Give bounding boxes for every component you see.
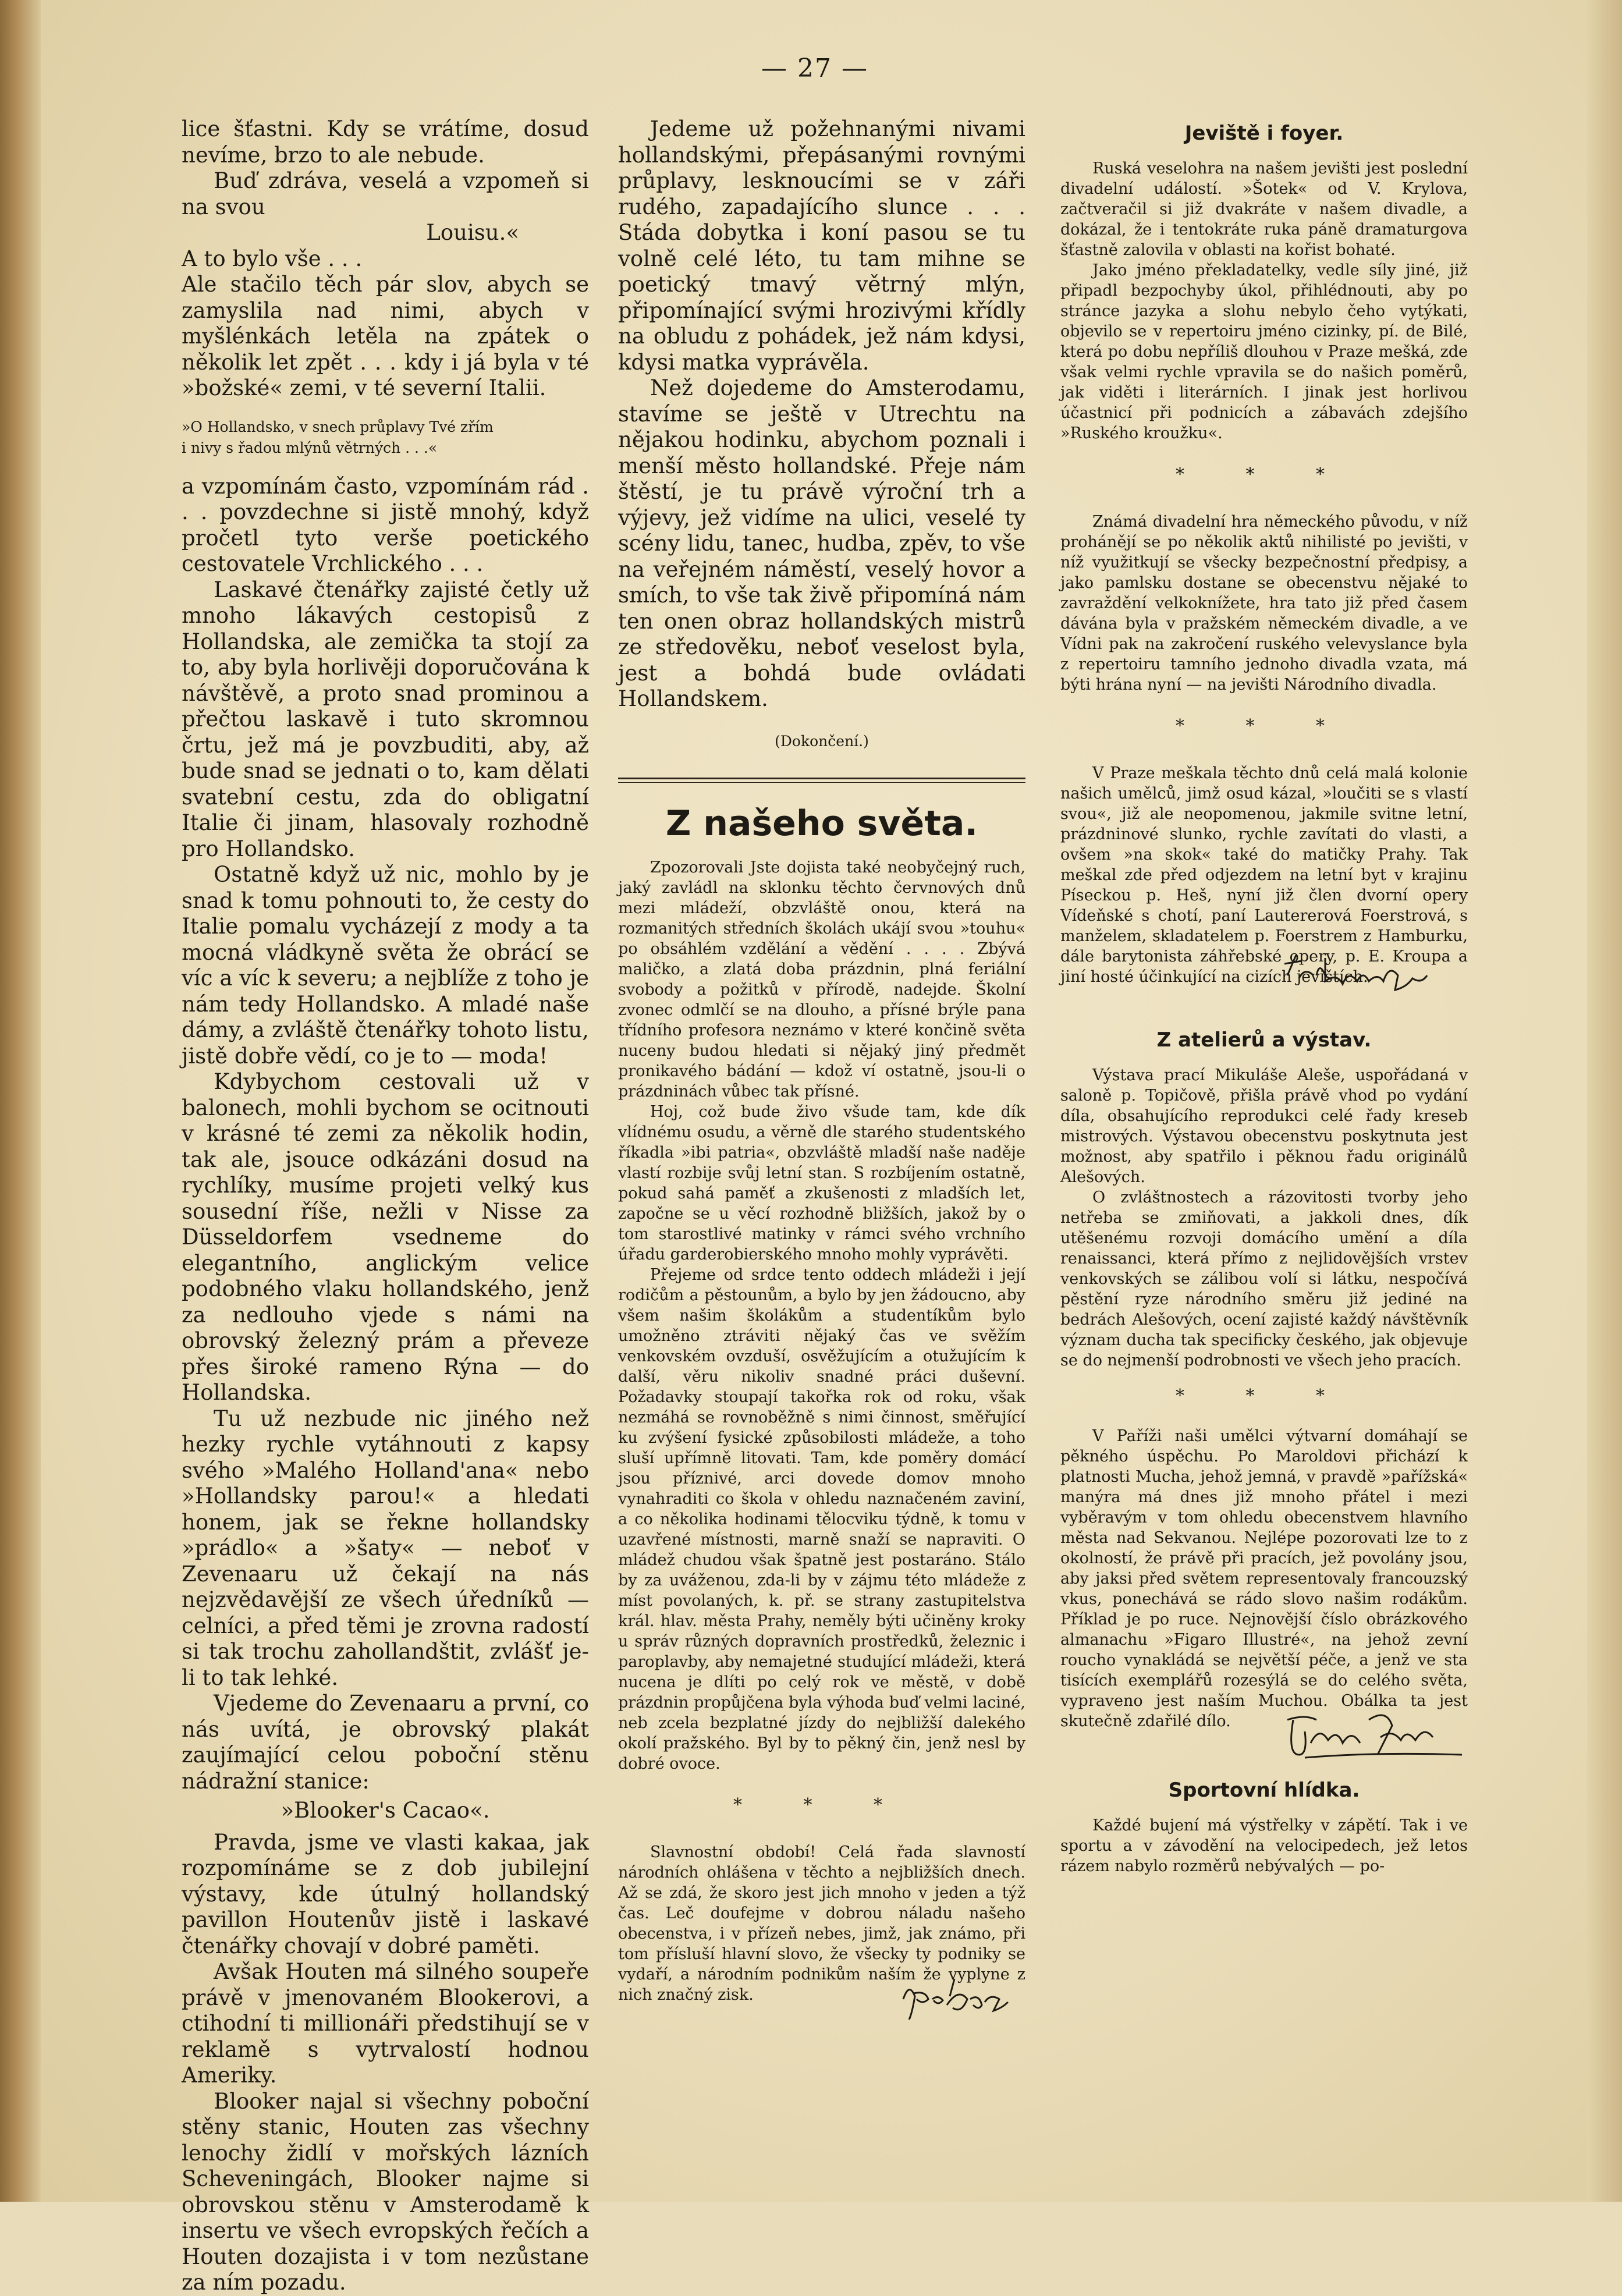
section-heading: Z našeho světa. xyxy=(665,803,978,844)
paragraph: Jako jméno překladatelky, vedle síly jiné, již připadl bezpochyby úkol, přihlédnouti, aby po stránce jazyka a slohu nebylo čeho vytýkati, objevilo se v repertoiru jméno cizinky, pí. de Bilé, která po dobu nepříliš dlouhou v Praze mešká, zde však velmi rychle vpravila se do našich poměrů, jak viděti i literárních. I jinak jest horlivou účastnicí při podnicích a zábavách zdejšího »Ruského kroužku«. xyxy=(1060,261,1468,442)
column-middle xyxy=(618,116,1025,2005)
paragraph: Jedeme už požehnanými nivami hollandskými, přepásanými rovnými průplavy, lesknoucími se v záři rudého, zapadajícího slunce . . . Stáda dobytka i koní pasou se tu volně celé léto, tu tam mihne se poetický tmavý větrný mlýn, připomínající svými hrozivými křídly na obludu z pohádek, jež nám kdysi, kdysi matka vyprávěla. xyxy=(618,116,1025,375)
column-right xyxy=(1060,116,1468,1876)
signed-paragraph xyxy=(1060,1426,1468,1731)
column-left xyxy=(182,116,589,2296)
paragraph: V Praze meškala těchto dnů celá malá kolonie našich umělců, jimž osud kázal, »loučiti se s vlastí svou«, již ale neopomenou, jakmile svitne letní, prázdninové slunko, rychle zavítati do vlasti, a ovšem »na skok« také do matičky Prahy. Tak meškal zde před odjezdem na letní byt v krajinu Píseckou p. Heš, nyní již člen dvorní opery Vídeňské s chotí, paní Lautererová Foerstrová, s manželem, skladatelem p. Foerstrem z Hamburku, dále barytonista záhřebské opery, p. E. Kroupa a jiní hosté účinkující na cizích jevištích. xyxy=(1060,764,1468,986)
paragraph: Slavnostní období! Celá řada slavností národních ohlášena v těchto a nejbližších dnech. Až se zdá, že skoro jest jich mnoho v jeden a týž čas. Leč doufejme v dobrou náladu našeho obecenstva, i v přízeň nebes, jimž, jak známo, při tom přísluší hlavní slovo, že všecky ty podniky se vydaří, a národním podnikům naším že vyplyne z nich značný zisk. xyxy=(618,1843,1025,2004)
poster-text: »Blooker's Cacao«. xyxy=(281,1798,490,1823)
continuation-note: (Dokončení.) xyxy=(775,732,869,750)
page-number: — 27 — xyxy=(761,54,868,83)
paragraph: Pravda, jsme ve vlasti kakaa, jak rozpomínáme se z dob jubilejní výstavy, kde útulný hollandský pavillon Houtenův jistě i laskavé čtenářky chovají v dobré paměti. xyxy=(182,1829,589,1958)
paragraph: Laskavé čtenářky zajisté četly už mnoho lákavých cestopisů z Hollandska, ale zemička ta stojí za to, aby byla horlivěji doporučována k návštěvě, a proto snad prominou a přečtou laskavě i tuto skromnou črtu, jež má je povzbuditi, aby, až bude snad se jednati o to, kam dělati svatební cestu, zda do obligatní Italie či jinam, hlasovaly rozhodně pro Hollandsko. xyxy=(182,577,589,861)
signed-paragraph xyxy=(618,1842,1025,2005)
section-heading: Sportovní hlídka. xyxy=(1168,1779,1360,1802)
handwritten-signature xyxy=(897,1976,1020,2028)
paragraph: lice šťastni. Kdy se vrátíme, dosud nevíme, brzo to ale nebude. xyxy=(182,116,589,168)
section-heading: Z atelierů a výstav. xyxy=(1156,1028,1372,1052)
asterism: * * * xyxy=(733,1795,911,1815)
page-edge xyxy=(1587,0,1622,2202)
section-heading: Jeviště i foyer. xyxy=(1184,122,1344,145)
asterism: * * * xyxy=(1175,464,1353,485)
paragraph: O zvláštnostech a rázovitosti tvorby jeho netřeba se zmiňovati, a jakkoli dnes, dík utěšenému rozvoji domácího umění a díla renaissanci, která přímo z nejlidovějších vrstev venkovských se zálibou volí si látku, nespočívá pěstění ryze národního směru již jediné na bedrách Alešových, ocení zajisté každý návštěvník význam ducha tak specificky českého, jak objevuje se do nejmenší podrobnosti ve všech jeho pracích. xyxy=(1060,1188,1468,1369)
letter-signature: Louisu.« xyxy=(426,220,519,245)
paragraph: Buď zdráva, veselá a vzpomeň si na svou xyxy=(182,168,589,219)
poem-line: i nivy s řadou mlýnů větrných . . .« xyxy=(182,439,438,456)
asterism: * * * xyxy=(1175,1386,1353,1406)
paragraph: Tu už nezbude nic jiného než hezky rychle vytáhnouti z kapsy svého »Malého Holland'ana« nebo »Hollandsky parou!« a hledati honem, jak se řekne hollandsky »prádlo« a »šaty« — neboť v Zevenaaru už čekají na nás nejzvědavější ze všech úředníků — celníci, a před těmi je zrovna radostí si tak trochu zahollandštit, zvlášť je-li to tak lehké. xyxy=(182,1406,589,1690)
paragraph: Hoj, což bude živo všude tam, kde dík vlídnému osudu, a věrně dle starého studentského říkadla »ibi patria«, obzvláště mladší naše naděje vlastí rozbije svůj letní stan. S rozbíjením ostatně, pokud sahá paměť a zkušenosti z mladších let, započne se u věcí rozhodně bližších, jakož by o tom starostlivé matinky v rámci svého vrchního úřadu garderobierského mnoho mohly vyprávěti. xyxy=(618,1103,1025,1264)
paragraph: Avšak Houten má silného soupeře právě v jmenovaném Blookerovi, a ctihodní ti millionáři předstihují se v reklamě s vytrvalostí hodnou Ameriky. xyxy=(182,1959,589,2088)
paragraph: Vjedeme do Zevenaaru a první, co nás uvítá, je obrovský plakát zaujímající celou poboční stěnu nádražní stanice: xyxy=(182,1691,589,1794)
handwritten-signature xyxy=(1282,946,1456,993)
paragraph: Než dojedeme do Amsterodamu, stavíme se ještě v Utrechtu na nějakou hodinku, abychom poznali i menší město hollandské. Přeje nám štěstí, je tu právě výroční trh a výjevy, jež vidíme na ulici, veselé ty scény lidu, tanec, hudba, zpěv, to vše na veřejném náměstí, veselý hovor a smích, to vše tak živě připomíná nám ten onen obraz hollandských mistrů ze středověku, neboť veselost byla, jest a bohdá bude ovládati Hollandskem. xyxy=(618,375,1025,711)
paragraph: Každé bujení má výstřelky v zápětí. Tak i ve sportu a v závodění na velocipedech, jež letos rázem nabylo rozměrů nebývalých — po- xyxy=(1060,1816,1468,1875)
paragraph: A to bylo vše . . . xyxy=(182,246,363,271)
paragraph: Ostatně když už nic, mohlo by je snad k tomu pohnouti to, že cesty do Italie pomalu vycházejí z mody a ta mocná vládkyně světa že obrácí se víc a víc k severu; a nejblíže z toho je nám tedy Hollandsko. A mladé naše dámy, a zvláště čtenářky tohoto listu, jistě dobře vědí, co je to — moda! xyxy=(182,862,589,1069)
poem-line: »O Hollandsko, v snech průplavy Tvé zřím xyxy=(182,418,494,435)
section-divider xyxy=(618,778,1025,783)
handwritten-signature xyxy=(1282,1702,1468,1766)
signed-paragraph xyxy=(1060,763,1468,987)
paragraph: Známá divadelní hra německého původu, v níž prohánějí se po několik aktů nihilisté po jevišti, v níž využitkují se všecky bezpečnostní předpisy, a jako pamlsku dostane se obecenstvu nějaké to zavraždění velkoknížete, hra tato již před časem dávána byla v pražském německém divadle, a ve Vídni pak na zakročení ruského velevyslance byla z repertoiru tamního jednoho divadla vzata, má býti hrána nyní — na jevišti Národního divadla. xyxy=(1060,513,1468,694)
poem-quote xyxy=(182,417,589,459)
paragraph: V Paříži naši umělci výtvarní domáhají se pěkného úspěchu. Po Maroldovi přichází k platnosti Mucha, jehož jemná, v pravdě »pařížská« manýra má dnes již mnoho přátel i mezi vyběravým v tom ohledu obecenstvem hlavního města nad Sekvanou. Nejlépe pozorovati lze to z okolností, že právě při pracích, jež povolány jsou, aby jaksi před světem representovaly francouzský vkus, ponechává se rádo slovo našim rodákům. Příklad je po ruce. Nejnovější číslo obrázkového almanachu »Figaro Illustré«, na jehož zevní roucho vynakládá se největší péče, a jenž ve sta tisících exemplářů rozesýlá se do celého světa, vypraveno jest naším Muchou. Obálka ta jest skutečně zdařilé dílo. xyxy=(1060,1427,1468,1730)
paragraph: Výstava prací Mikuláše Aleše, uspořádaná v saloně p. Topičově, přišla právě vhod po vydání díla, obsahujícího reprodukci celé řady kreseb mistrových. Výstavou obecenstvu poskytnuta jest možnost, aby spatřilo i pěknou řadu originálů Alešových. xyxy=(1060,1066,1468,1186)
paragraph: Zpozorovali Jste dojista také neobyčejný ruch, jaký zavládl na sklonku těchto červnových dnů mezi mládeží, obzvláště onou, která na rozmanitých středních školách ukájí svou »touhu« po obsáhlém vzdělání a vědění . . . . Zbývá maličko, a zlatá doba prázdnin, plná feriální svobody a požitků v přírodě, nadejde. Školní zvonec odmlčí se na dlouho, a přísné brýle pana třídního profesora neznámo v které končině světa nuceny budou hledati si nějaký jiný předmět pronikavého bádání — kdož ví ostatně, jsou-li o prázdninách vůbec tak přísné. xyxy=(618,858,1025,1101)
paragraph: Kdybychom cestovali už v balonech, mohli bychom se ocitnouti v krásné té zemi za několik hodin, tak ale, jsouce odkázáni dosud na rychlíky, musíme projeti velký kus sousední říše, nežli v Nisse za Düsseldorfem vsedneme do elegantního, anglickým velice podobného vlaku hollandského, jenž za nedlouho vjede s námi na obrovský železný prám a převeze přes široké rameno Rýna — do Hollandska. xyxy=(182,1069,589,1405)
paragraph: Přejeme od srdce tento oddech mládeži i její rodičům a pěstounům, a bylo by jen žádoucno, aby všem našim školákům a studentíkům bylo umožněno ztráviti nějaký čas ve svěžím venkovském ovzduší, osvěžujícím a otužujícím k další, věru nikoliv snadné práci duševní. Požadavky stoupají takořka rok od roku, však nezmáhá se rovnoběžně s nimi činnost, směřující ku zvýšení fysické způsobilosti mládeže, a toho sluší upřímně litovati. Tam, kde poměry domácí jsou příznivé, arci dovede domov mnoho vynahraditi co škola v ohledu naznačeném zaviní, a co několika hodinami tělocviku týdně, k tomu v uzavřené místnosti, marně snaží se napraviti. O mládež chudou však špatně jest postaráno. Stálo by za uváženou, zda-li by v zájmu této mládeže z míst povolaných, k. př. se strany zastupitelstva král. hlav. města Prahy, neměly býti učiněny kroky u správ různých dopravních prostředků, železnic i paroplavby, aby nemajetné studující mládeži, která nucena je dlíti po celý rok ve městě, v době prázdnin propůjčena byla výhoda buď velmi laciné, neb zcela bezplatné jízdy do nejbližší dalekého okolí pražského. Byl by to pěkný čin, jenž nesl by dobré ovoce. xyxy=(618,1266,1025,1773)
paragraph: Blooker najal si všechny poboční stěny stanic, Houten zas všechny lenochy židlí v mořských lázních Scheveningách, Blooker najme si obrovskou stěnu v Amsterodamě k insertu ve všech evropských řečích a Houten dozajista i v tom nezůstane za ním pozadu. xyxy=(182,2088,589,2295)
asterism: * * * xyxy=(1175,716,1353,736)
paragraph: Ruská veselohra na našem jevišti jest poslední divadelní událostí. »Šotek« od V. Krylova, začtveračil si již dvakráte v našem divadle, a dokázal, že i tentokráte ruka páně dramaturgova šťastně zalovila v oblasti na kořist bohaté. xyxy=(1060,159,1468,259)
book-binding-shadow xyxy=(0,0,41,2202)
paragraph: Ale stačilo těch pár slov, abych se zamyslila nad nimi, abych v myšlénkách letěla na zpátek o několik let zpět . . . kdy i já byla v té »božské« zemi, v té severní Italii. xyxy=(182,272,589,400)
paragraph: a vzpomínám často, vzpomínám rád . . . povzdechne si jistě mnohý, když pročetl tyto verše poetického cestovatele Vrchlického . . . xyxy=(182,473,589,576)
